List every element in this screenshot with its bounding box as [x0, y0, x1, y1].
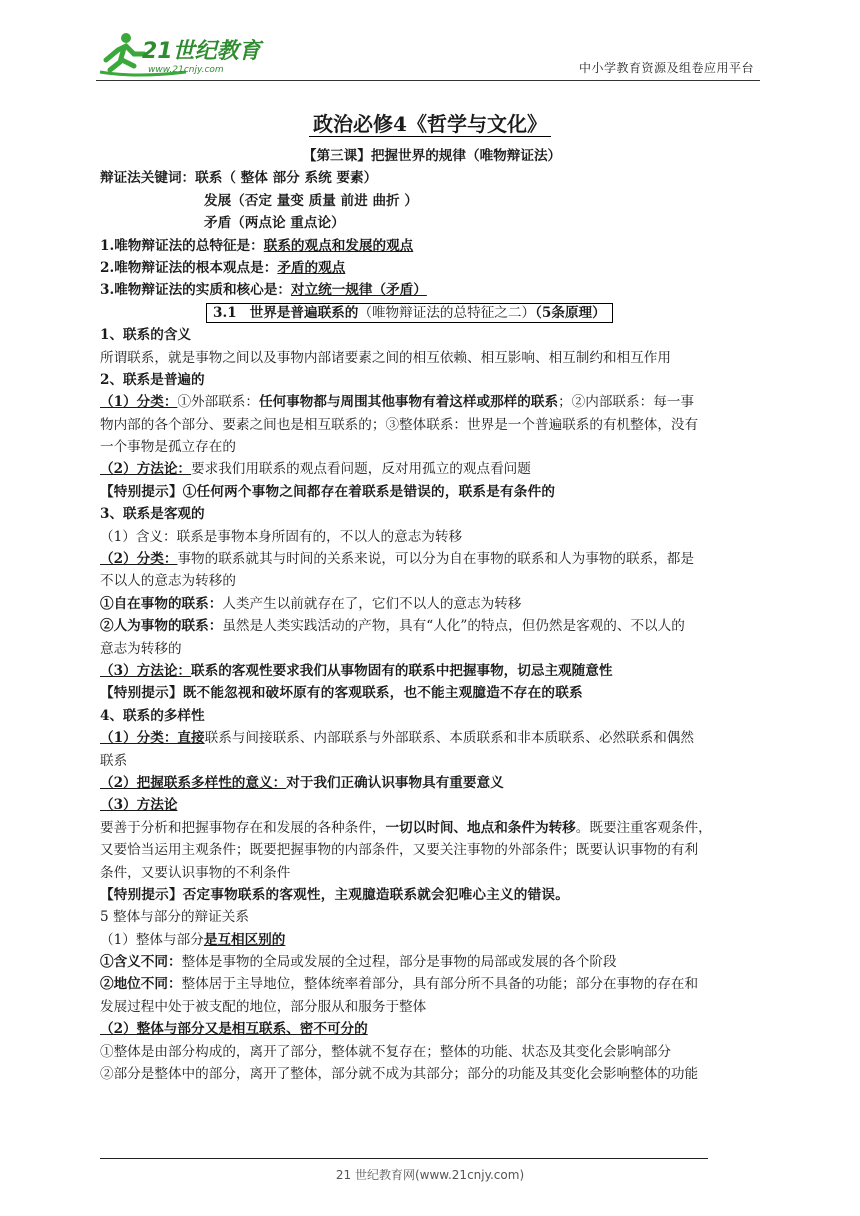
- para-4a: （1）分类：直接联系与间接联系、内部联系与外部联系、本质联系和非本质联系、必然联系和偶然: [100, 730, 694, 747]
- svg-text:21世纪教育: 21世纪教育: [142, 39, 261, 64]
- section-box: 3.1 世界是普遍联系的（唯物辩证法的总特征之二）（5条原理）: [206, 303, 613, 323]
- para-2a: （1）分类：①外部联系：任何事物都与周围其他事物有着这样或那样的联系；②内部联系：每一事: [100, 394, 694, 411]
- para-3f: 意志为转移的: [100, 640, 182, 657]
- keywords-line-2: 发展（否定 量变 质量 前进 曲折 ）: [204, 192, 418, 209]
- para-4c: （2）把握联系多样性的意义：对于我们正确认识事物具有重要意义: [100, 774, 504, 791]
- point-1: 1.唯物辩证法的总特征是：联系的观点和发展的观点: [100, 237, 414, 254]
- para-3a: （1）含义：联系是事物本身所固有的，不以人的意志为转移: [100, 528, 463, 545]
- para-5c: ②地位不同：整体居于主导地位，整体统率着部分，具有部分所不具备的功能；部分在事物的存在和: [100, 976, 699, 993]
- document-title: 政治必修4《哲学与文化》: [0, 108, 860, 137]
- para-3d: ①自在事物的联系：人类产生以前就存在了，它们不以人的意志为转移: [100, 595, 522, 612]
- tip-2: 【特别提示】既不能忽视和破坏原有的客观联系，也不能主观臆造不存在的联系: [100, 685, 583, 702]
- para-5d: 发展过程中处于被支配的地位，部分服从和服务于整体: [100, 998, 427, 1015]
- tip-1: 【特别提示】①任何两个事物之间都存在着联系是错误的，联系是有条件的: [100, 483, 556, 500]
- para-2c: 一个事物是孤立存在的: [100, 439, 236, 456]
- para-5b: ①含义不同：整体是事物的全局或发展的全过程，部分是事物的局部或发展的各个阶段: [100, 954, 617, 971]
- para-5g: ②部分是整体中的部分，离开了整体，部分就不成为其部分；部分的功能及其变化会影响整体的功能: [100, 1066, 699, 1083]
- heading-2: 2、联系是普遍的: [100, 371, 205, 388]
- heading-1: 1、联系的含义: [100, 327, 192, 344]
- para-2d: （2）方法论：要求我们用联系的观点看问题，反对用孤立的观点看问题: [100, 461, 531, 478]
- point-2: 2.唯物辩证法的根本观点是：矛盾的观点: [100, 259, 346, 276]
- keywords-line-3: 矛盾（两点论 重点论）: [204, 215, 345, 232]
- heading-3: 3、联系是客观的: [100, 506, 205, 523]
- platform-name: 中小学教育资源及组卷应用平台: [578, 61, 754, 75]
- para-4g: 条件，又要认识事物的不利条件: [100, 864, 291, 881]
- lesson-subtitle: 【第三课】把握世界的规律（唯物辩证法）: [302, 148, 562, 164]
- heading-4: 4、联系的多样性: [100, 707, 205, 724]
- para-1: 所谓联系，就是事物之间以及事物内部诸要素之间的相互依赖、相互影响、相互制约和相互作用: [100, 349, 671, 366]
- keywords-line-1: 辩证法关键词：联系（ 整体 部分 系统 要素）: [100, 170, 378, 187]
- para-3e: ②人为事物的联系：虽然是人类实践活动的产物，具有“人化”的特点，但仍然是客观的、不以人的: [100, 618, 685, 635]
- para-3c: 不以人的意志为转移的: [100, 573, 236, 590]
- point-3: 3.唯物辩证法的实质和核心是：对立统一规律（矛盾）: [100, 282, 427, 299]
- tip-3: 【特别提示】否定事物联系的客观性，主观臆造联系就会犯唯心主义的错误。: [100, 886, 569, 903]
- heading-5: 5 整体与部分的辩证关系: [100, 909, 249, 926]
- para-4d: （3）方法论: [100, 797, 178, 814]
- footer-divider: [100, 1158, 708, 1159]
- page-header: [96, 28, 760, 81]
- para-5e: （2）整体与部分又是相互联系、密不可分的: [100, 1021, 368, 1038]
- footer-text: 21 世纪教育网(www.21cnjy.com): [335, 1168, 525, 1182]
- para-5a: （1）整体与部分是互相区别的: [100, 931, 286, 948]
- para-4f: 又要恰当运用主观条件；既要把握事物的内部条件，又要关注事物的外部条件；既要认识事物的有利: [100, 842, 699, 859]
- para-5f: ①整体是由部分构成的，离开了部分，整体就不复存在；整体的功能、状态及其变化会影响部分: [100, 1043, 671, 1060]
- svg-text:www.21cnjy.com: www.21cnjy.com: [148, 65, 224, 75]
- para-2b: 物内部的各个部分、要素之间也是相互联系的；③整体联系：世界是一个普遍联系的有机整体，没有: [100, 416, 699, 433]
- runner-logo-icon: [96, 28, 266, 78]
- para-4e: 要善于分析和把握事物存在和发展的各种条件，一切以时间、地点和条件为转移。既要注重客观条件，: [100, 819, 712, 836]
- para-3g: （3）方法论：联系的客观性要求我们从事物固有的联系中把握事物，切忌主观随意性: [100, 662, 613, 679]
- para-4b: 联系: [100, 752, 128, 769]
- logo: [96, 28, 266, 78]
- para-3b: （2）分类：事物的联系就其与时间的关系来说，可以分为自在事物的联系和人为事物的联系，都是: [100, 551, 694, 568]
- section-box-line: [100, 302, 764, 324]
- document-body: [100, 145, 764, 1085]
